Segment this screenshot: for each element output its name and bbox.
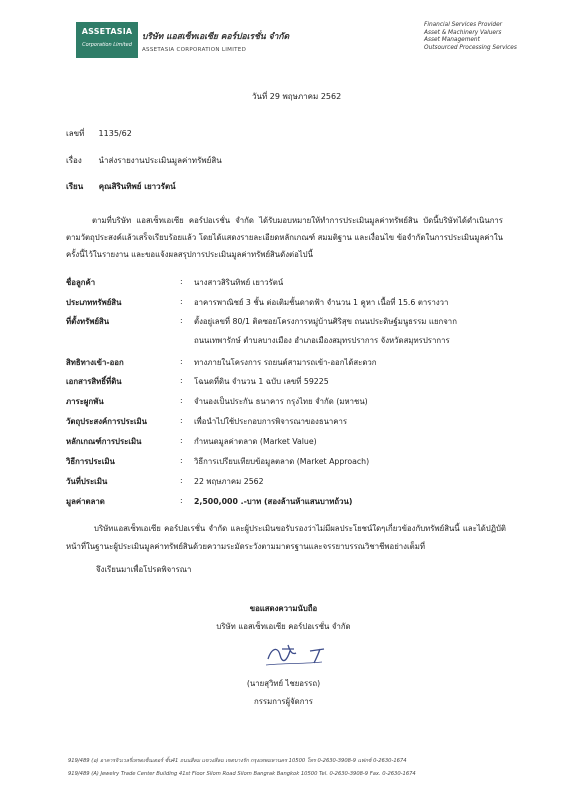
service-item: Asset Management: [424, 37, 480, 44]
reference-line: [66, 127, 132, 140]
recipient-label: เรียน: [66, 182, 84, 191]
service-item: Outsourced Processing Services: [424, 44, 517, 51]
detail-label: ชื่อลูกค้า: [66, 278, 96, 287]
detail-label: หลักเกณฑ์การประเมิน: [66, 437, 142, 446]
detail-value: กำหนดมูลค่าตลาด (Market Value): [194, 437, 317, 446]
detail-value: เพื่อนำไปใช้ประกอบการพิจารณาของธนาคาร: [194, 417, 348, 426]
reference-number: 1135/62: [98, 129, 132, 138]
regards-text: ขอแสดงความนับถือ: [249, 604, 318, 613]
footer-address-thai: 919/489 (อ) อาคารจิวเวลรี่เทรดเซ็นเตอร์ ชั้น41 ถนนสีลม แขวงสีลม เขตบางรัก กรุงเทพมหานคร 10500 โทร 0-2630-3908-9 แฟกซ์ 0-2630-1674: [68, 758, 407, 764]
detail-label: วิธีการประเมิน: [66, 457, 115, 466]
detail-label: มูลค่าตลาด: [66, 497, 105, 506]
detail-label: เอกสารสิทธิ์ที่ดิน: [66, 377, 122, 386]
detail-value: ทางภายในโครงการ รถยนต์สามารถเข้า-ออกได้สะดวก: [194, 358, 377, 367]
company-name-block: [142, 29, 289, 53]
logo-text: ASSETASIA: [81, 27, 133, 36]
footer-address-english: 919/489 (A) Jewelry Trade Center Building 41st Floor Silom Road Silom Bangrak Bangkok 10500 Tel. 0-2630-3908-9 Fax. 0-2630-1674: [68, 771, 416, 777]
detail-label: ประเภททรัพย์สิน: [66, 298, 122, 307]
logo-subtext: Corporation Limited: [82, 42, 132, 48]
intro-paragraph: ตามที่บริษัท แอสเซ็ทเอเซีย คอร์ปอเรชั่น จำกัด ได้รับมอบหมายให้ทำการประเมินมูลค่าทรัพย์สิน บัดนี้บริษัทได้ดำเนินการตามวัตถุประสงค์แล้วเสร็จเรียบร้อยแล้ว โดยได้แสดงรายละเอียดหลักเกณฑ์ สมมติฐาน และเงื่อนไข ข้อจำกัดในการประเมินมูลค่าในครั้งนี้ไว้ในรายงาน และขอแจ้งผลสรุปการประเมินมูลค่าทรัพย์สินดังต่อไปนี้: [66, 216, 503, 259]
subject-label: เรื่อง: [66, 156, 82, 165]
detail-value: อาคารพาณิชย์ 3 ชั้น ต่อเติมชั้นดาดฟ้า จำนวน 1 คูหา เนื้อที่ 15.6 ตารางวา: [194, 298, 449, 307]
signer-title: กรรมการผู้จัดการ: [253, 697, 313, 706]
service-item: Asset & Machinery Valuers: [424, 29, 502, 36]
detail-value-line2: ถนนเทพารักษ์ ตำบลบางเมือง อำเภอเมืองสมุทรปราการ จังหวัดสมุทรปราการ: [194, 336, 450, 345]
closing-line: จึงเรียนมาเพื่อโปรดพิจารณา: [96, 565, 192, 574]
services-list: [424, 22, 517, 52]
detail-value: ตั้งอยู่เลขที่ 80/1 ติดซอยโครงการหมู่บ้านศิริสุข ถนนประดิษฐ์มนูธรรม แยกจาก: [194, 317, 457, 326]
detail-value: นางสาวสิรินทิพย์ เยาวรัตน์: [194, 278, 284, 287]
recipient-name: คุณสิรินทิพย์ เยาวรัตน์: [98, 182, 176, 191]
service-item: Financial Services Provider: [424, 22, 503, 28]
detail-label: ที่ตั้งทรัพย์สิน: [66, 317, 110, 326]
detail-label: สิทธิทางเข้า-ออก: [66, 358, 124, 367]
subject-text: นำส่งรายงานประเมินมูลค่าทรัพย์สิน: [98, 156, 222, 165]
detail-value: โฉนดที่ดิน จำนวน 1 ฉบับ เลขที่ 59225: [194, 377, 329, 386]
detail-value: จำนองเป็นประกัน ธนาคาร กรุงไทย จำกัด (มหาชน): [194, 397, 368, 406]
company-name-english: ASSETASIA CORPORATION LIMITED: [142, 47, 247, 53]
signer-name: (นายสุวิทย์ ไชยอรรถ): [246, 679, 321, 688]
detail-label: ภาระผูกพัน: [66, 397, 104, 406]
detail-value: วิธีการเปรียบเทียบข้อมูลตลาด (Market Approach): [194, 457, 370, 466]
detail-value: 22 พฤษภาคม 2562: [194, 477, 264, 486]
detail-label: วันที่ประเมิน: [66, 477, 108, 486]
subject-line: [66, 154, 222, 167]
company-name-thai: บริษัท แอสเซ็ทเอเซีย คอร์ปอเรชั่น จำกัด: [142, 32, 290, 42]
recipient-line: [66, 180, 176, 193]
signature-company: บริษัท แอสเซ็ทเอเซีย คอร์ปอเรชั่น จำกัด: [216, 622, 351, 631]
detail-label: วัตถุประสงค์การประเมิน: [66, 417, 148, 426]
certification-paragraph: บริษัทแอสเซ็ทเอเซีย คอร์ปอเรชั่น จำกัด และผู้ประเมินขอรับรองว่าไม่มีผลประโยชน์ใดๆเกี่ยวข้องกับทรัพย์สินนี้ และได้ปฏิบัติหน้าที่ในฐานะผู้ประเมินมูลค่าทรัพย์สินด้วยความระมัดระวังตามมาตรฐานและจรรยาบรรณวิชาชีพอย่างเต็มที่: [66, 524, 506, 551]
company-logo: [76, 22, 138, 58]
handwritten-signature: [264, 641, 336, 673]
letter-date: วันที่ 29 พฤษภาคม 2562: [252, 92, 342, 101]
reference-label: เลขที่: [66, 129, 85, 138]
signature-graphic: [264, 641, 336, 669]
market-value: 2,500,000 .-บาท (สองล้านห้าแสนบาทถ้วน): [194, 497, 353, 506]
